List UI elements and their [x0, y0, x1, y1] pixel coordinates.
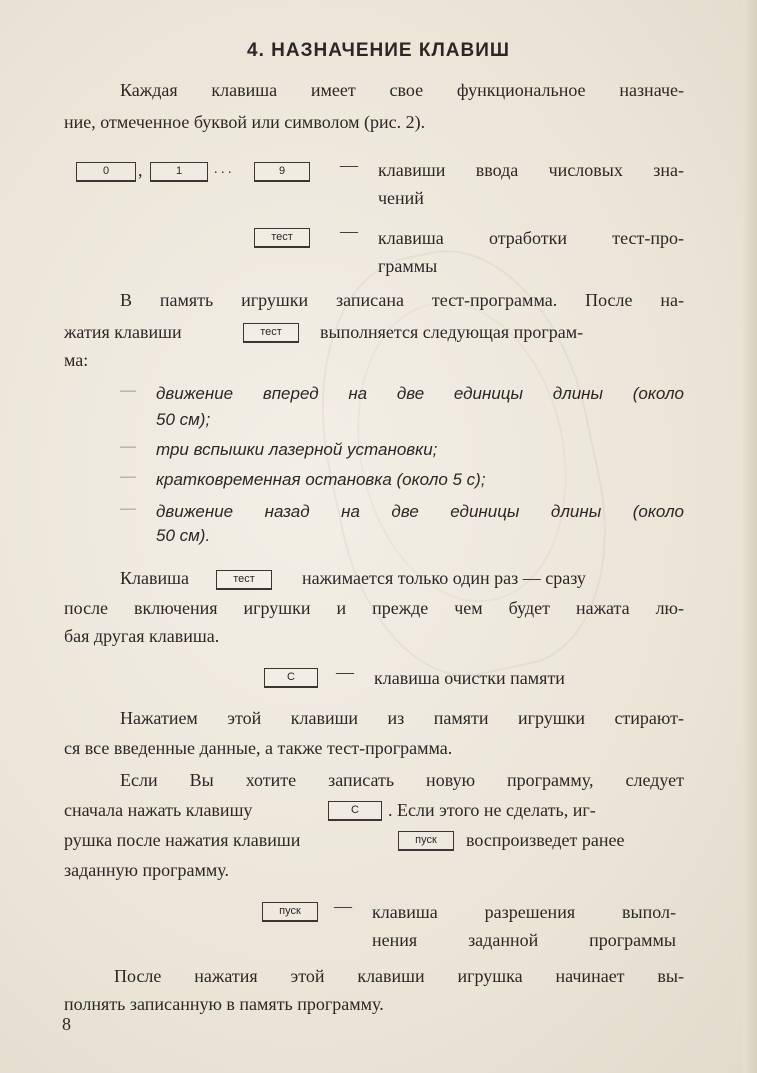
test-desc-line-2: граммы [378, 256, 438, 276]
new-paragraph-line-2b: . Если этого не сделать, иг- [388, 800, 596, 820]
test-dash: — [340, 221, 358, 241]
intro-line-2: ние, отмеченное буквой или символом (рис. 2). [64, 112, 426, 132]
key-test: тест [254, 228, 310, 248]
key-test-inline: тест [243, 323, 299, 343]
numeric-dash: — [340, 155, 358, 175]
new-paragraph-line-2a: сначала нажать клавишу [64, 800, 253, 820]
program-item-4-line-1: движение назад на две единицы длины (около [156, 502, 684, 521]
page-edge-shadow [743, 0, 757, 1073]
key-c: С [264, 668, 318, 688]
clear-desc: клавиша очистки памяти [374, 668, 565, 688]
key-1: 1 [150, 162, 208, 182]
key-start-inline: пуск [398, 831, 454, 851]
program-item-1-line-2: 50 см); [156, 410, 211, 429]
new-paragraph-line-3a: рушка после нажатия клавиши [64, 830, 301, 850]
numeric-desc-line-1: клавиши ввода числовых зна- [378, 160, 684, 180]
list-dash-4: — [120, 500, 136, 517]
once-paragraph-line-1b: нажимается только один раз — сразу [302, 568, 586, 588]
clear-paragraph-line-1: Нажатием этой клавиши из памяти игрушки стирают- [120, 708, 684, 728]
start-desc-line-2: нения заданной программы [372, 930, 676, 950]
program-item-3: кратковременная остановка (около 5 с); [156, 470, 486, 489]
start-desc-line-1: клавиша разрешения выпол- [372, 902, 676, 922]
clear-dash: — [336, 662, 354, 682]
test-paragraph-line-1: В память игрушки записана тест-программа. После на- [120, 290, 684, 310]
intro-line-1: Каждая клавиша имеет свое функциональное назначе- [120, 80, 684, 100]
program-item-4-line-2: 50 см). [156, 526, 211, 545]
key-start: пуск [262, 902, 318, 922]
new-paragraph-line-3b: воспроизведет ранее [466, 830, 625, 850]
new-paragraph-line-1: Если Вы хотите записать новую программу, следует [120, 770, 684, 790]
test-paragraph-line-3: ма: [64, 350, 89, 370]
list-dash-2: — [120, 438, 136, 455]
test-desc-line-1: клавиша отработки тест-про- [378, 228, 684, 248]
list-dash-3: — [120, 468, 136, 485]
test-paragraph-line-2b: выполняется следующая програм- [320, 322, 584, 342]
program-item-1-line-1: движение вперед на две единицы длины (около [156, 384, 684, 403]
test-paragraph-line-2a: жатия клавиши [64, 322, 182, 342]
key-separator-comma: , [138, 160, 143, 180]
key-0: 0 [76, 162, 136, 182]
start-paragraph-line-1: После нажатия этой клавиши игрушка начинает вы- [114, 966, 684, 986]
start-dash: — [334, 896, 352, 916]
once-paragraph-line-3: бая другая клавиша. [64, 626, 220, 646]
once-paragraph-line-2: после включения игрушки и прежде чем будет нажата лю- [64, 598, 684, 618]
key-separator-ellipsis: . . . [214, 162, 232, 177]
key-9: 9 [254, 162, 310, 182]
key-test-once: тест [216, 570, 272, 590]
clear-paragraph-line-2: ся все введенные данные, а также тест-программа. [64, 738, 453, 758]
key-c-inline: С [328, 801, 382, 821]
page-number: 8 [62, 1014, 71, 1034]
list-dash-1: — [120, 382, 136, 399]
new-paragraph-line-4: заданную программу. [64, 860, 229, 880]
once-paragraph-line-1a: Клавиша [120, 568, 189, 588]
section-heading: 4. НАЗНАЧЕНИЕ КЛАВИШ [247, 40, 510, 61]
start-paragraph-line-2: полнять записанную в память программу. [64, 994, 384, 1014]
program-item-2: три вспышки лазерной установки; [156, 440, 438, 459]
numeric-desc-line-2: чений [378, 188, 424, 208]
